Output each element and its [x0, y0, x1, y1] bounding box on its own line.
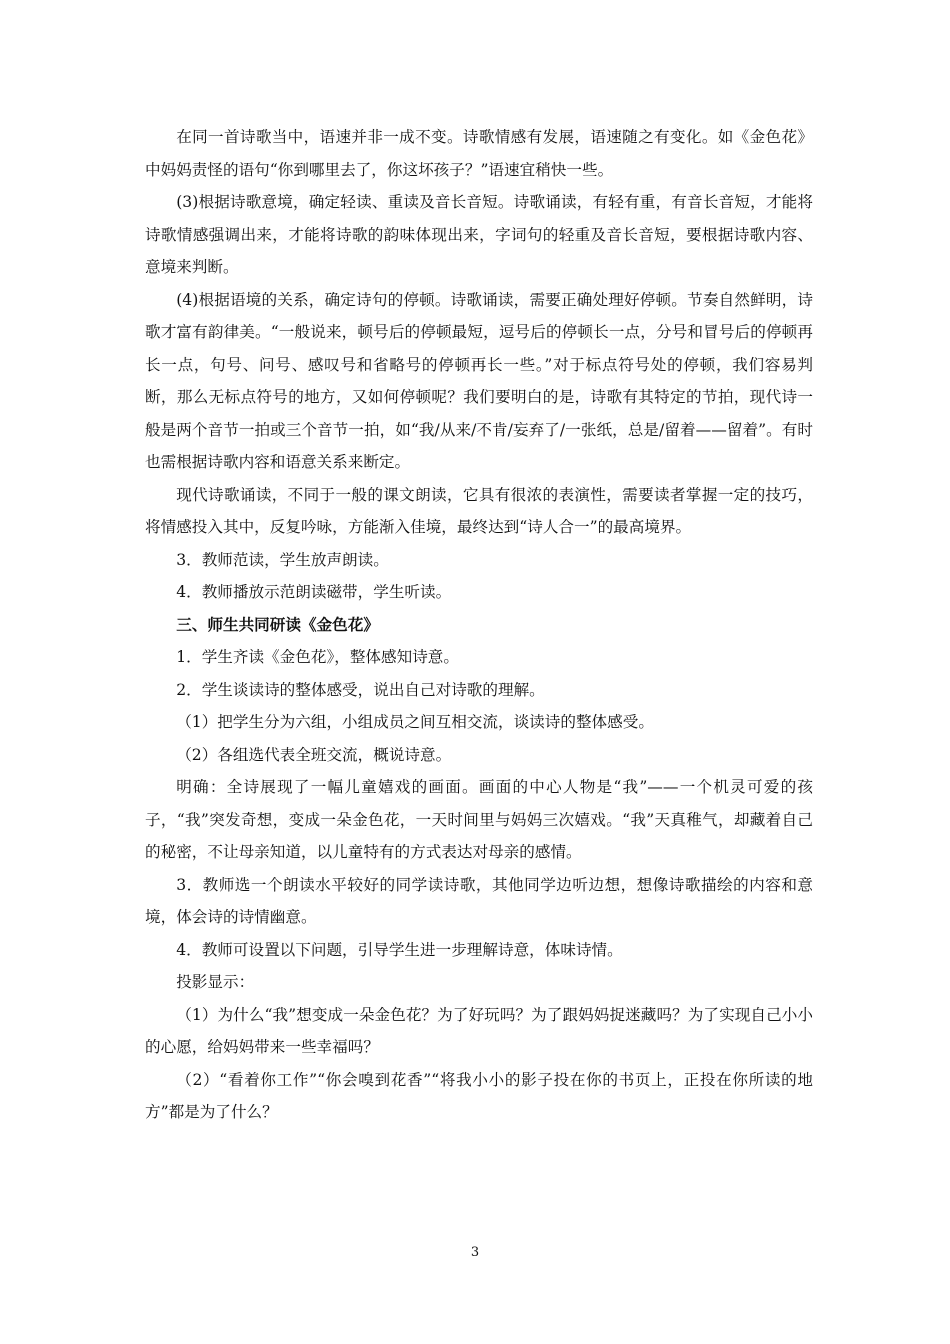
section-heading: 三、师生共同研读《金色花》 — [176, 614, 379, 634]
paragraph: （2）各组选代表全班交流，概说诗意。 — [176, 745, 452, 764]
paragraph: 明确：全诗展现了一幅儿童嬉戏的画面。画面的中心人物是“我”——一个机灵可爱的孩子，“我”突发奇想，变成一朵金色花，一天时间里与妈妈三次嬉戏。“我”天真稚气，却藏着自己的秘密，不让母亲知道，以儿童特有的方式表达对母亲的感情。 — [145, 778, 813, 861]
paragraph: （2）“看着你工作”“你会嗅到花香”“将我小小的影子投在你的书页上，正投在你所读的地方”都是为了什么？ — [145, 1070, 813, 1121]
paragraph: 4．教师可设置以下问题，引导学生进一步理解诗意，体味诗情。 — [176, 940, 623, 959]
paragraph: （1）把学生分为六组，小组成员之间互相交流，谈读诗的整体感受。 — [176, 713, 654, 731]
paragraph: 3．教师范读，学生放声朗读。 — [176, 550, 389, 569]
paragraph: (3)根据诗歌意境，确定轻读、重读及音长音短。诗歌诵读，有轻有重，有音长音短，才能将诗歌情感强调出来，才能将诗歌的韵味体现出来，字词句的轻重及音长音短，要根据诗歌内容、意境来判断。 — [145, 193, 813, 276]
paragraph: 1．学生齐读《金色花》，整体感知诗意。 — [176, 648, 459, 666]
document-body — [145, 121, 813, 1129]
paragraph: 4．教师播放示范朗读磁带，学生听读。 — [176, 583, 452, 601]
paragraph: （1）为什么“我”想变成一朵金色花？为了好玩吗？为了跟妈妈捉迷藏吗？为了实现自己小小的心愿，给妈妈带来一些幸福吗？ — [145, 1005, 813, 1056]
page-number: 3 — [470, 1245, 480, 1260]
paragraph: 3．教师选一个朗读水平较好的同学读诗歌，其他同学边听边想，想像诗歌描绘的内容和意境，体会诗的诗情幽意。 — [145, 875, 813, 926]
paragraph: 在同一首诗歌当中，语速并非一成不变。诗歌情感有发展，语速随之有变化。如《金色花》中妈妈责怪的语句“你到哪里去了，你这坏孩子？”语速宜稍快一些。 — [145, 128, 813, 179]
paragraph: 投影显示： — [176, 973, 255, 991]
paragraph: 2．学生谈读诗的整体感受，说出自己对诗歌的理解。 — [176, 680, 545, 699]
paragraph: (4)根据语境的关系，确定诗句的停顿。诗歌诵读，需要正确处理好停顿。节奏自然鲜明，诗歌才富有韵律美。“一般说来，顿号后的停顿最短，逗号后的停顿长一点，分号和冒号后的停顿再长一点，句号、问号、感叹号和省略号的停顿再长一些。”对于标点符号处的停顿，我们容易判断，那么无标点符号的地方，又如何停顿呢？我们要明白的是，诗歌有其特定的节拍，现代诗一般是两个音节一拍或三个音节一拍，如“我/从来/不肯/妄弃了/一张纸，总是/留着——留着”。有时也需根据诗歌内容和语意关系来断定。 — [145, 290, 813, 471]
paragraph: 现代诗歌诵读，不同于一般的课文朗读，它具有很浓的表演性，需要读者掌握一定的技巧，将情感投入其中，反复吟咏，方能渐入佳境，最终达到“诗人合一”的最高境界。 — [145, 485, 813, 536]
